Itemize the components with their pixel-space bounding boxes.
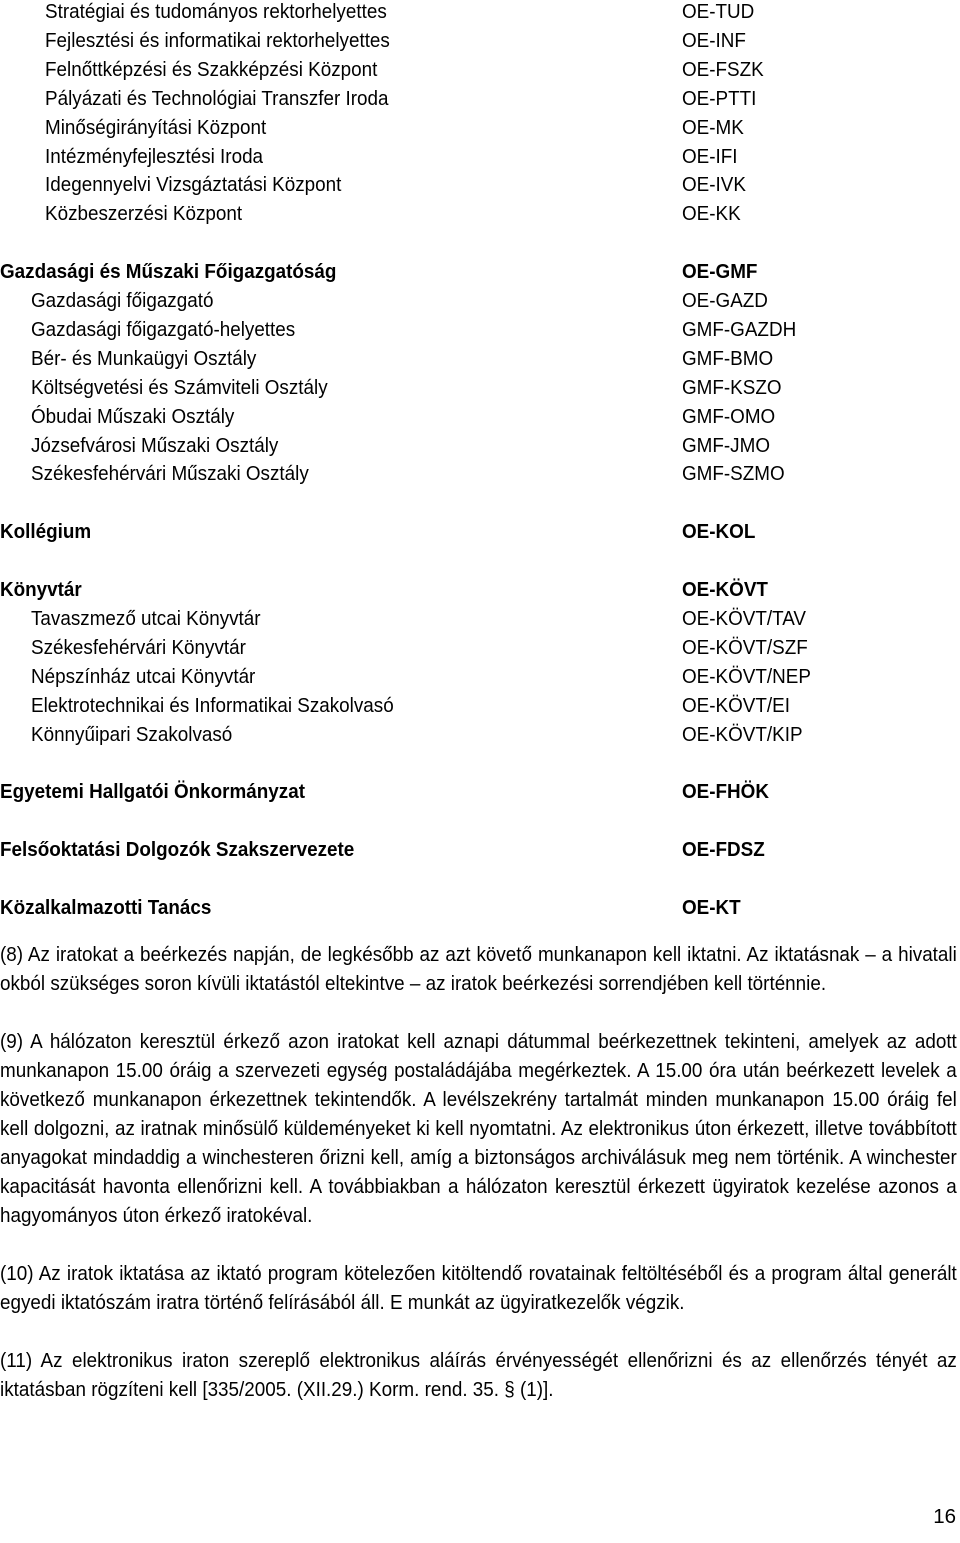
unit-name: Közbeszerzési Központ <box>45 202 243 226</box>
unit-row <box>0 431 960 460</box>
unit-row <box>0 26 960 55</box>
unit-row <box>0 517 960 546</box>
unit-code: OE-KK <box>682 202 741 226</box>
unit-name: Pályázati és Technológiai Transzfer Iroda <box>45 86 389 110</box>
unit-row <box>0 373 960 402</box>
unit-row <box>0 344 960 373</box>
unit-name: Fejlesztési és informatikai rektorhelyettes <box>45 28 390 52</box>
unit-name: Székesfehérvári Könyvtár <box>31 635 246 659</box>
unit-name: Minőségirányítási Központ <box>45 115 267 139</box>
unit-row <box>0 633 960 662</box>
paragraph-11: (11) Az elektronikus iraton szereplő elektronikus aláírás érvényességét ellenőrizni és az ellenőrzés tényét az iktatásban rögzíteni kell [335/2005. (XII.29.) Korm. rend. 35. § (1)]. <box>0 1349 957 1401</box>
unit-row <box>0 113 960 142</box>
unit-name: Költségvetési és Számviteli Osztály <box>31 375 328 399</box>
unit-code: OE-FSZK <box>682 57 764 81</box>
unit-name: Gazdasági és Műszaki Főigazgatóság <box>0 260 337 284</box>
unit-row <box>0 720 960 749</box>
unit-row <box>0 691 960 720</box>
unit-name: Gazdasági főigazgató-helyettes <box>31 317 296 341</box>
unit-row <box>0 199 960 228</box>
unit-code: OE-TUD <box>682 0 755 23</box>
unit-name: Könnyűipari Szakolvasó <box>31 722 233 746</box>
unit-code: OE-IFI <box>682 144 738 168</box>
paragraphs-section <box>0 940 957 1404</box>
page-number: 16 <box>933 1505 956 1528</box>
unit-code: OE-KÖVT/NEP <box>682 664 811 688</box>
unit-name: Közalkalmazotti Tanács <box>0 895 212 919</box>
unit-code: GMF-KSZO <box>682 375 782 399</box>
unit-row <box>0 84 960 113</box>
unit-code: OE-KOL <box>682 520 756 544</box>
unit-row <box>0 777 960 806</box>
unit-code: OE-KT <box>682 895 741 919</box>
unit-row <box>0 170 960 199</box>
unit-row <box>0 286 960 315</box>
unit-code: OE-KÖVT/KIP <box>682 722 803 746</box>
paragraph-10: (10) Az iratok iktatása az iktató program kötelezően kitöltendő rovatainak feltöltéséből és a program által generált egyedi iktatószám iratra történő felírásából áll. E munkát az ügyiratkezelők végzik. <box>0 1262 957 1314</box>
unit-name: Bér- és Munkaügyi Osztály <box>31 346 257 370</box>
unit-code: GMF-BMO <box>682 346 774 370</box>
unit-row <box>0 55 960 84</box>
unit-code: OE-KÖVT/EI <box>682 693 790 717</box>
unit-name: Székesfehérvári Műszaki Osztály <box>31 462 309 486</box>
unit-code: OE-IVK <box>682 173 746 197</box>
unit-name: Felsőoktatási Dolgozók Szakszervezete <box>0 838 355 862</box>
unit-row <box>0 893 960 922</box>
unit-name: Józsefvárosi Műszaki Osztály <box>31 433 279 457</box>
unit-name: Egyetemi Hallgatói Önkormányzat <box>0 780 305 804</box>
unit-row <box>0 402 960 431</box>
paragraph-8: (8) Az iratokat a beérkezés napján, de legkésőbb az azt követő munkanapon kell iktatni. Az iktatásnak – a hivatali okból szükséges soron kívüli iktatástól eltekintve – az iratok beérkezési sorrendjében kell történnie. <box>0 943 957 995</box>
unit-code: OE-FHÖK <box>682 780 769 804</box>
unit-row <box>0 315 960 344</box>
unit-code: GMF-GAZDH <box>682 317 797 341</box>
unit-code: OE-INF <box>682 28 746 52</box>
unit-row <box>0 835 960 864</box>
unit-code: OE-GMF <box>682 260 758 284</box>
unit-row <box>0 459 960 488</box>
unit-name: Tavaszmező utcai Könyvtár <box>31 606 261 630</box>
unit-row <box>0 575 960 604</box>
unit-name: Elektrotechnikai és Informatikai Szakolvasó <box>31 693 394 717</box>
unit-code: OE-MK <box>682 115 744 139</box>
unit-name: Óbudai Műszaki Osztály <box>31 404 235 428</box>
unit-code: OE-KÖVT/SZF <box>682 635 808 659</box>
unit-row <box>0 257 960 286</box>
paragraph-9: (9) A hálózaton keresztül érkező azon iratokat kell aznapi dátummal beérkezettnek tekinteni, amelyek az adott munkanapon 15.00 óráig a szervezeti egység postaládájába megérkeztek. A 15.00 óra után beérkezett levelek a következő munkanapon érkezettnek tekintendők. A levélszekrény tartalmát minden munkanapon 15.00 óráig fel kell dolgozni, az iratnak minősülő küldeményeket ki kell nyomtatni. Az elektronikus úton érkezett, illetve továbbított anyagokat mindaddig a winchesteren őrizni kell, amíg a biztonságos archiválásuk meg nem történik. A winchester kapacitását havonta ellenőrizni kell. A továbbiakban a hálózaton keresztül érkezett ügyiratok kezelése azonos a hagyományos úton érkező iratokéval. <box>0 1030 957 1227</box>
unit-name: Felnőttképzési és Szakképzési Központ <box>45 57 378 81</box>
unit-name: Kollégium <box>0 520 92 544</box>
unit-row <box>0 604 960 633</box>
unit-code: OE-KÖVT/TAV <box>682 606 807 630</box>
unit-code: OE-GAZD <box>682 289 768 312</box>
unit-name: Stratégiai és tudományos rektorhelyettes <box>45 0 387 23</box>
unit-name: Gazdasági főigazgató <box>31 289 214 312</box>
unit-name: Népszínház utcai Könyvtár <box>31 664 256 688</box>
unit-code: GMF-OMO <box>682 404 776 428</box>
unit-code: GMF-JMO <box>682 433 771 457</box>
unit-code: OE-FDSZ <box>682 838 765 862</box>
unit-code: OE-PTTI <box>682 86 757 110</box>
unit-name: Idegennyelvi Vizsgáztatási Központ <box>45 173 342 197</box>
unit-name: Intézményfejlesztési Iroda <box>45 144 264 168</box>
unit-row <box>0 0 960 26</box>
unit-code: GMF-SZMO <box>682 462 785 486</box>
unit-row <box>0 662 960 691</box>
unit-name: Könyvtár <box>0 578 82 601</box>
unit-row <box>0 142 960 171</box>
unit-code: OE-KÖVT <box>682 578 768 601</box>
